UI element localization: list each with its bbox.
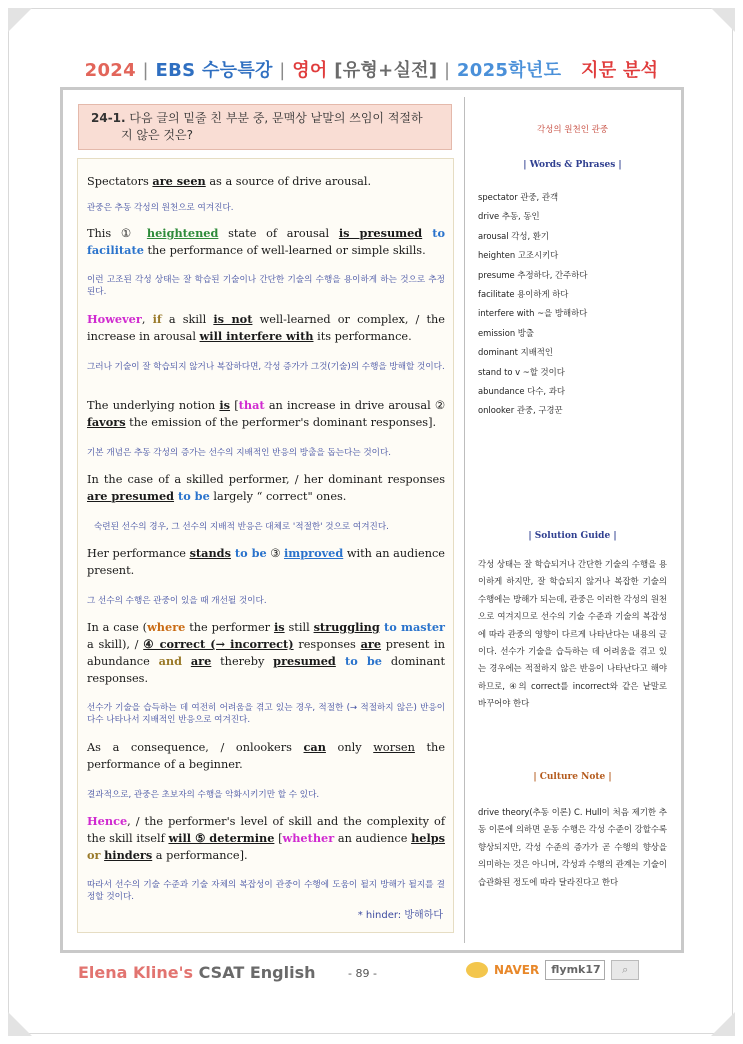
translation-5: 숙련된 선수의 경우, 그 선수의 지배적 반응은 대체로 '적절한' 것으로 여겨진다. bbox=[94, 522, 389, 532]
vocab-item: heighten 고조시키다 bbox=[478, 250, 559, 261]
translation-3: 그러나 기술이 잘 학습되지 않거나 복잡하다면, 각성 증가가 그것(기술)의 수행을 방해할 것이다. bbox=[87, 362, 445, 372]
solution-heading: | Solution Guide | bbox=[528, 531, 617, 541]
question-text-2: 지 않은 것은? bbox=[121, 128, 193, 142]
vocab-item: drive 추동, 동인 bbox=[478, 211, 540, 222]
sentence-5: In the case of a skilled performer, / her dominant responses are presumed to be largely “ correct" ones. bbox=[87, 473, 445, 503]
passage-title: 각성의 원천인 관중 bbox=[536, 125, 609, 135]
header-subject: 영어 bbox=[292, 60, 328, 81]
page-number: - 89 - bbox=[348, 967, 377, 980]
sentence-1: Spectators are seen as a source of drive arousal. bbox=[87, 174, 372, 188]
sentence-3: However, if a skill is not well-learned or complex, / the increase in arousal will interfere with its performance. bbox=[87, 312, 445, 343]
vocab-item: presume 추정하다, 간주하다 bbox=[478, 269, 588, 280]
header-analysis: 지문 분석 bbox=[581, 60, 659, 81]
sentence-9: Hence, / the performer's level of skill and the complexity of the skill itself will ⑤ determine [whether an audience helps or hinders a performance]. bbox=[87, 814, 446, 862]
translation-1: 관중은 추동 각성의 원천으로 여겨진다. bbox=[87, 203, 234, 213]
page-corner bbox=[711, 1012, 735, 1036]
translation-8: 결과적으로, 관중은 초보자의 수행을 악화시키기만 할 수 있다. bbox=[87, 790, 320, 800]
search-input[interactable]: flymk17 bbox=[545, 960, 605, 980]
vocab-item: onlooker 관중, 구경꾼 bbox=[478, 405, 563, 416]
naver-search bbox=[466, 958, 639, 982]
vocab-item: emission 방출 bbox=[478, 327, 534, 338]
sentence-4: The underlying notion is [that an increase in drive arousal ② favors the emission of the performer's dominant responses]. bbox=[87, 398, 446, 429]
page-corner bbox=[8, 8, 32, 32]
page-corner bbox=[8, 1012, 32, 1036]
words-heading: | Words & Phrases | bbox=[523, 160, 622, 170]
footnote-hinder: * hinder: 방해하다 bbox=[357, 910, 443, 921]
sentence-7: In a case (where the performer is still struggling to master a skill), / ④ correct (→ incorrect) responses are present in abundance and are thereby presumed to be dominant responses. bbox=[87, 620, 446, 685]
search-icon[interactable]: ⌕ bbox=[611, 960, 639, 980]
solution-text: 각성 상태는 잘 학습되거나 간단한 기술의 수행을 용이하게 하지만, 잘 학습되지 않거나 복잡한 기술의 수행에는 방해가 되는데, 관중은 이러한 각성의 원천으로 여겨지므로 선수의 기술 수준과 기술의 복잡성에 따라 관중의 영향이 다르게 나타난다는 내용의 글이다. 선수가 기술을 습득하는 데 어려움을 겪고 있는 경우에는 적절하지 않은 반응이 나타난다고 해야 하므로, ④의 correct를 incorrect와 같은 낱말로 바꾸어야 한다 bbox=[478, 559, 667, 709]
translation-4: 기본 개념은 추동 각성의 증가는 선수의 지배적인 반응의 방출을 돕는다는 것이다. bbox=[87, 448, 392, 458]
question-number: 24-1. bbox=[91, 111, 126, 125]
header-ebs: EBS 수능특강 bbox=[155, 60, 273, 81]
vocab-list bbox=[478, 188, 668, 421]
translation-7: 선수가 기술을 습득하는 데 여전히 어려움을 겪고 있는 경우, 적절한 (→ 적절하지 않은) 반응이 다수 나타나서 지배적인 반응으로 여겨진다. bbox=[87, 703, 445, 725]
sentence-6: Her performance stands to be ③ improved with an audience present. bbox=[87, 546, 445, 577]
naver-logo-icon bbox=[466, 962, 488, 978]
column-divider bbox=[464, 97, 465, 943]
vocab-item: stand to v ~할 것이다 bbox=[478, 366, 565, 377]
vocab-item: facilitate 용이하게 하다 bbox=[478, 288, 569, 299]
page-header: 2024 | EBS 수능특강 | 영어 [유형+실전] | 2025학년도 지문 분석 bbox=[84, 60, 659, 81]
vocab-item: interfere with ~을 방해하다 bbox=[478, 308, 588, 319]
page-corner bbox=[711, 8, 735, 32]
header-type: [유형+실전] bbox=[334, 60, 438, 81]
question-box bbox=[78, 104, 452, 150]
footer-brand: Elena Kline's CSAT English bbox=[78, 963, 316, 982]
translation-6: 그 선수의 수행은 관중이 있을 때 개선될 것이다. bbox=[87, 596, 267, 606]
header-year: 2024 bbox=[84, 60, 136, 81]
culture-heading: | Culture Note | bbox=[533, 772, 612, 782]
naver-label: NAVER bbox=[494, 963, 540, 977]
vocab-item: arousal 각성, 환기 bbox=[478, 230, 549, 241]
culture-text: drive theory(추동 이론) C. Hull이 처음 제기한 추동 이론에 의하면 운동 수행은 각성 수준이 강할수록 향상되지만, 각성 수준의 증가가 곧 수행의 향상을 의미하는 것은 아니며, 각성과 수행의 관계는 기술이 습관화된 정도에 따라 달라진다고 한다 bbox=[478, 807, 667, 887]
translation-2: 이런 고조된 각성 상태는 잘 학습된 기술이나 간단한 기술의 수행을 용이하게 하는 것으로 추정된다. bbox=[87, 275, 445, 297]
question-text-1: 다음 글의 밑줄 친 부분 중, 문맥상 낱말의 쓰임이 적절하 bbox=[129, 111, 423, 125]
translation-9: 따라서 선수의 기술 수준과 기술 자체의 복잡성이 관중이 수행에 도움이 될지 방해가 될지를 결정할 것이다. bbox=[87, 880, 445, 902]
sentence-2: This ① heightened state of arousal is presumed to facilitate the performance of well-learned or simple skills. bbox=[87, 226, 446, 257]
vocab-item: abundance 다수, 과다 bbox=[478, 385, 565, 396]
vocab-item: dominant 지배적인 bbox=[478, 347, 553, 358]
sentence-8: As a consequence, / onlookers can only worsen the performance of a beginner. bbox=[87, 740, 446, 771]
header-grade: 2025학년도 bbox=[456, 60, 562, 81]
vocab-item: spectator 관중, 관객 bbox=[478, 192, 559, 202]
passage-box bbox=[77, 158, 454, 933]
